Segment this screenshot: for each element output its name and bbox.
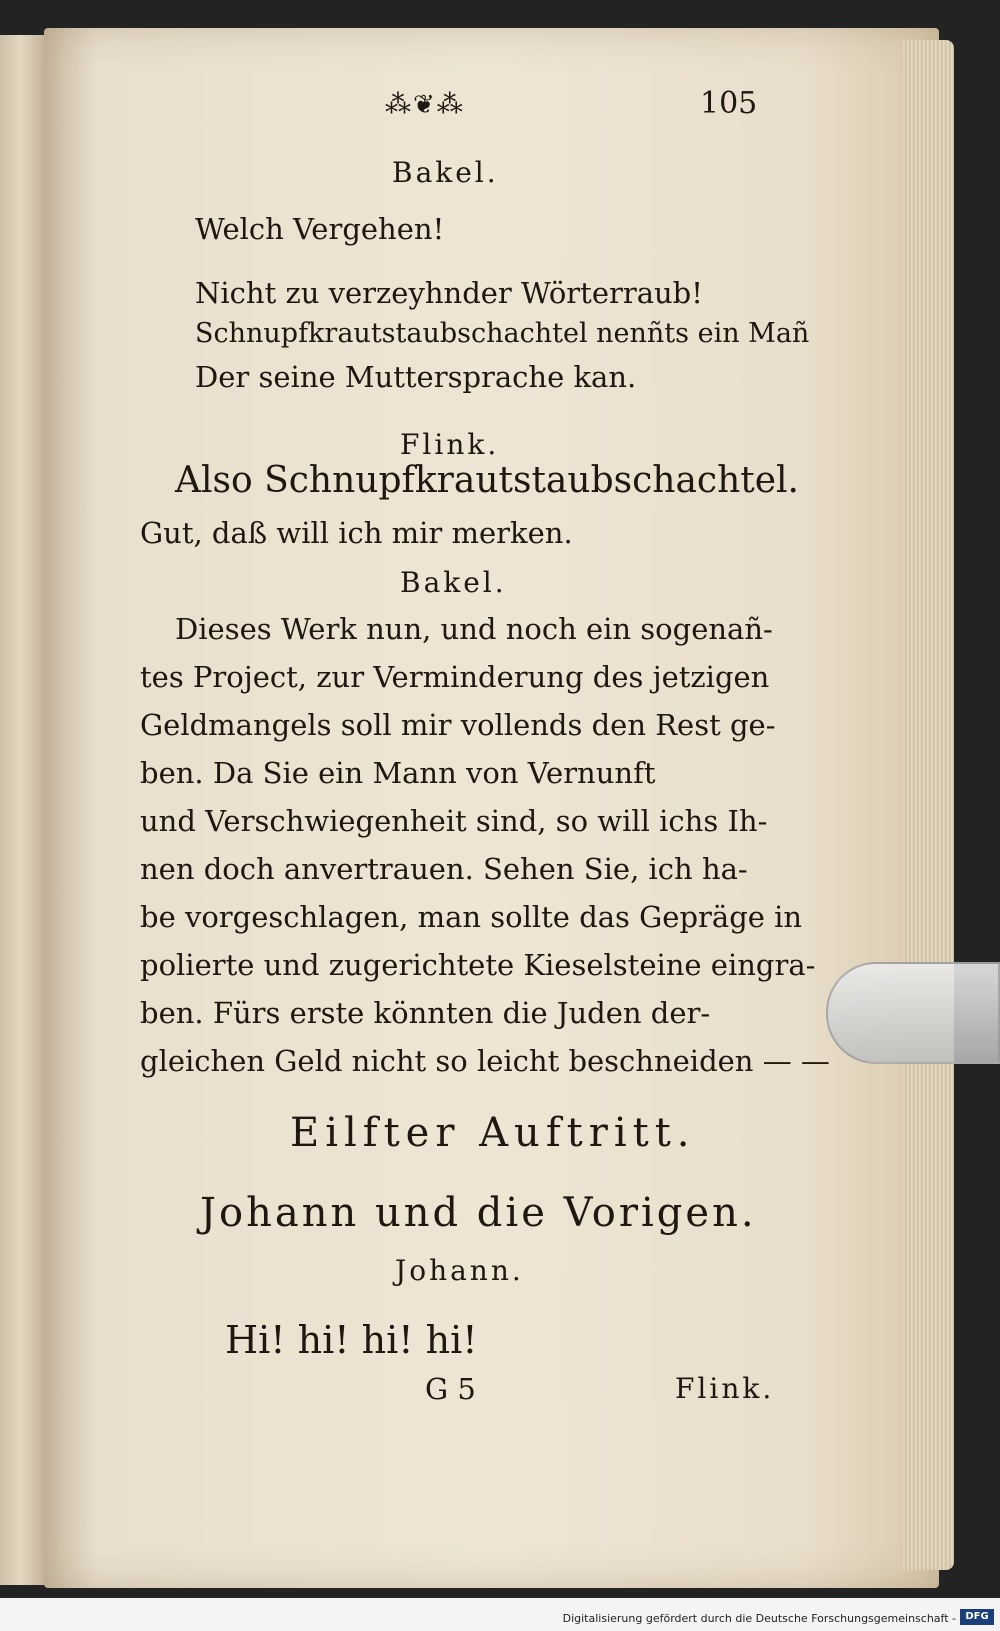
text-line: ben. Da Sie ein Mann von Vernunft [140, 756, 656, 790]
text-line: ben. Fürs erste könnten die Juden der- [140, 996, 711, 1030]
funding-credit: Digitalisierung gefördert durch die Deutsche Forschungsgemeinschaft - [562, 1612, 956, 1625]
page-clip [826, 962, 1000, 1064]
speaker-label: Bakel. [400, 566, 507, 599]
text-line: gleichen Geld nicht so leicht beschneiden — — [140, 1044, 830, 1078]
page-number: 105 [700, 86, 758, 121]
header-ornament: ⁂❦⁂ [385, 90, 465, 120]
text-line: Der seine Muttersprache kan. [195, 360, 637, 394]
speaker-label: Bakel. [392, 156, 499, 189]
text-line: Welch Vergehen! [195, 212, 445, 246]
signature-mark: G 5 [425, 1372, 476, 1406]
catchword: Flink. [675, 1372, 775, 1405]
text-line: Dieses Werk nun, und noch ein sogenañ- [175, 612, 773, 646]
text-line: Schnupfkrautstaubschachtel nenñts ein Mañ [195, 318, 810, 349]
text-line: Nicht zu verzeyhnder Wörterraub! [195, 276, 703, 310]
text-line: polierte und zugerichtete Kieselsteine eingra- [140, 948, 816, 982]
text-line: Gut, daß will ich mir merken. [140, 516, 573, 550]
scene-heading: Eilfter Auftritt. [290, 1110, 696, 1156]
text-line: tes Project, zur Verminderung des jetzigen [140, 660, 770, 694]
dfg-logo: DFG [960, 1609, 994, 1625]
text-line: Geldmangels soll mir vollends den Rest ge- [140, 708, 776, 742]
text-line: Hi! hi! hi! hi! [225, 1318, 478, 1362]
text-line: be vorgeschlagen, man sollte das Gepräge in [140, 900, 803, 934]
page-fore-edge [902, 40, 954, 1570]
scene-characters: Johann und die Vorigen. [200, 1190, 757, 1236]
text-line: nen doch anvertrauen. Sehen Sie, ich ha- [140, 852, 748, 886]
text-line: und Verschwiegenheit sind, so will ichs Ih- [140, 804, 768, 838]
speaker-label: Johann. [395, 1254, 524, 1287]
text-line: Also Schnupfkrautstaubschachtel. [175, 460, 799, 501]
speaker-label: Flink. [400, 428, 500, 461]
